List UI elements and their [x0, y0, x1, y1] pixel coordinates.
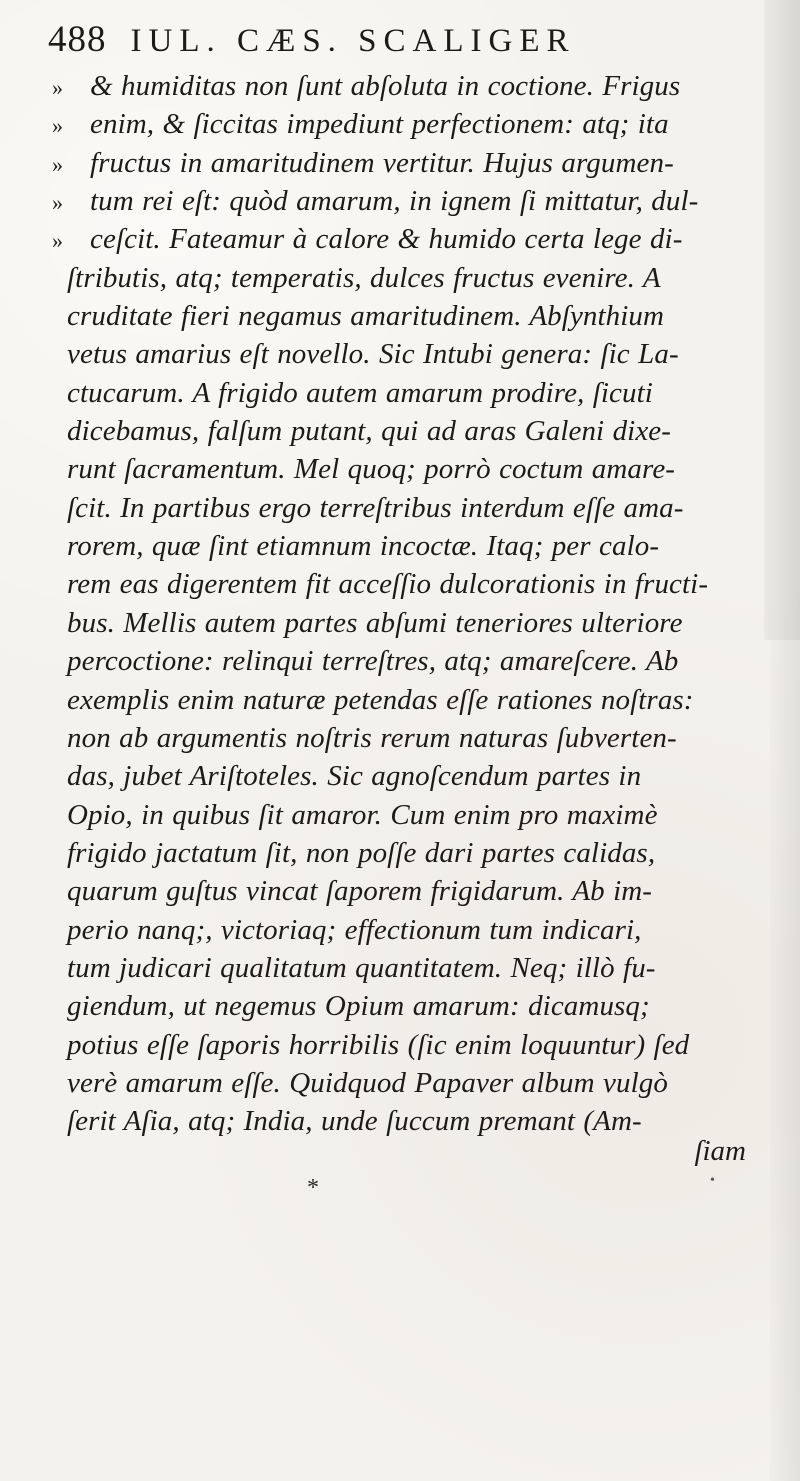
text-line	[52, 489, 766, 527]
line-text: das, jubet Ariſtoteles. Sic agnoſcendum partes in	[67, 760, 642, 793]
text-line	[52, 220, 766, 258]
line-text: dicebamus, falſum putant, qui ad aras Galeni dixe-	[67, 415, 672, 448]
line-text: cruditate fieri negamus amaritudinem. Abſynthium	[67, 300, 665, 333]
line-text: ctucarum. A frigido autem amarum prodire, ſicuti	[67, 376, 653, 409]
text-line	[52, 719, 766, 757]
line-text: fructus in amaritudinem vertitur. Hujus argumen-	[90, 146, 674, 179]
line-text: vetus amarius eſt novello. Sic Intubi genera: ſic La-	[67, 338, 679, 371]
text-line	[52, 1102, 766, 1140]
text-line	[52, 105, 766, 143]
text-line	[52, 182, 766, 220]
line-text: verè amarum eſſe. Quidquod Papaver album vulgò	[67, 1066, 668, 1099]
text-line	[52, 335, 766, 373]
line-text: frigido jactatum ſit, non poſſe dari partes calidas,	[67, 836, 656, 869]
quotation-marker: »	[52, 151, 63, 177]
text-line	[52, 872, 766, 910]
ink-speck: •	[710, 1173, 715, 1188]
text-line	[52, 450, 766, 488]
line-text: ſcit. In partibus ergo terreſtribus interdum eſſe ama-	[67, 491, 684, 524]
line-text: giendum, ut negemus Opium amarum: dicamusq;	[67, 990, 650, 1023]
text-line	[52, 757, 766, 795]
text-line	[52, 796, 766, 834]
line-text: Opio, in quibus ſit amaror. Cum enim pro maximè	[67, 798, 658, 831]
footer-mark: *	[307, 1175, 319, 1201]
page-gutter-shadow	[764, 0, 800, 640]
quotation-marker: »	[52, 190, 63, 216]
line-text: ſerit Aſia, atq; India, unde ſuccum premant (Am-	[67, 1105, 642, 1138]
quotation-marker: »	[52, 228, 63, 254]
text-line	[52, 297, 766, 335]
text-line	[52, 374, 766, 412]
line-text: & humiditas non ſunt abſoluta in coctione. Frigus	[90, 70, 681, 102]
page-number: 488	[48, 19, 107, 60]
text-line	[52, 604, 766, 642]
text-line	[52, 911, 766, 949]
line-text: tum rei eſt: quòd amarum, in ignem ſi mittatur, dul-	[90, 185, 699, 218]
text-line	[52, 1026, 766, 1064]
line-text: ceſcit. Fateamur à calore & humido certa lege di-	[90, 223, 683, 256]
text-line	[52, 527, 766, 565]
line-text: enim, & ſiccitas impediunt perfectionem: atq; ita	[90, 108, 669, 141]
line-text: exemplis enim naturæ petendas eſſe rationes noſtras:	[67, 683, 694, 716]
text-line	[52, 565, 766, 603]
quotation-marker: »	[52, 75, 63, 100]
line-text: runt ſacramentum. Mel quoq; porrò coctum amare-	[67, 453, 676, 486]
line-text: rem eas digerentem fit acceſſio dulcorationis in fructi-	[67, 568, 709, 601]
line-text: ſtributis, atq; temperatis, dulces fructus evenire. A	[67, 261, 661, 294]
line-text: non ab argumentis noſtris rerum naturas ſubverten-	[67, 721, 677, 754]
text-line	[52, 67, 766, 105]
catchword: ſiam	[694, 1135, 746, 1167]
running-head: IUL. CÆS. SCALIGER	[130, 23, 576, 59]
text-line	[52, 834, 766, 872]
line-text: rorem, quæ ſint etiamnum incoctæ. Itaq; per calo-	[67, 530, 660, 563]
text-line	[52, 1064, 766, 1102]
text-line	[52, 987, 766, 1025]
quotation-marker: »	[52, 113, 63, 139]
text-line	[52, 412, 766, 450]
text-line	[52, 259, 766, 297]
line-text: potius eſſe ſaporis horribilis (ſic enim loquuntur) ſed	[67, 1028, 690, 1061]
line-text: quarum guſtus vincat ſaporem frigidarum. Ab im-	[67, 875, 653, 908]
page-gutter-shadow-lower	[770, 640, 800, 1481]
text-line	[52, 949, 766, 987]
line-text: perio nanq;, victoriaq; effectionum tum indicari,	[67, 913, 642, 946]
line-text: bus. Mellis autem partes abſumi teneriores ulteriore	[67, 606, 683, 639]
line-text: percoctione: relinqui terreſtres, atq; amareſcere. Ab	[67, 645, 679, 678]
text-line	[52, 642, 766, 680]
line-text: tum judicari qualitatum quantitatem. Neq; illò fu-	[67, 951, 656, 984]
body-text	[52, 67, 766, 1141]
text-line	[52, 144, 766, 182]
text-line	[52, 681, 766, 719]
page-header	[48, 18, 744, 58]
